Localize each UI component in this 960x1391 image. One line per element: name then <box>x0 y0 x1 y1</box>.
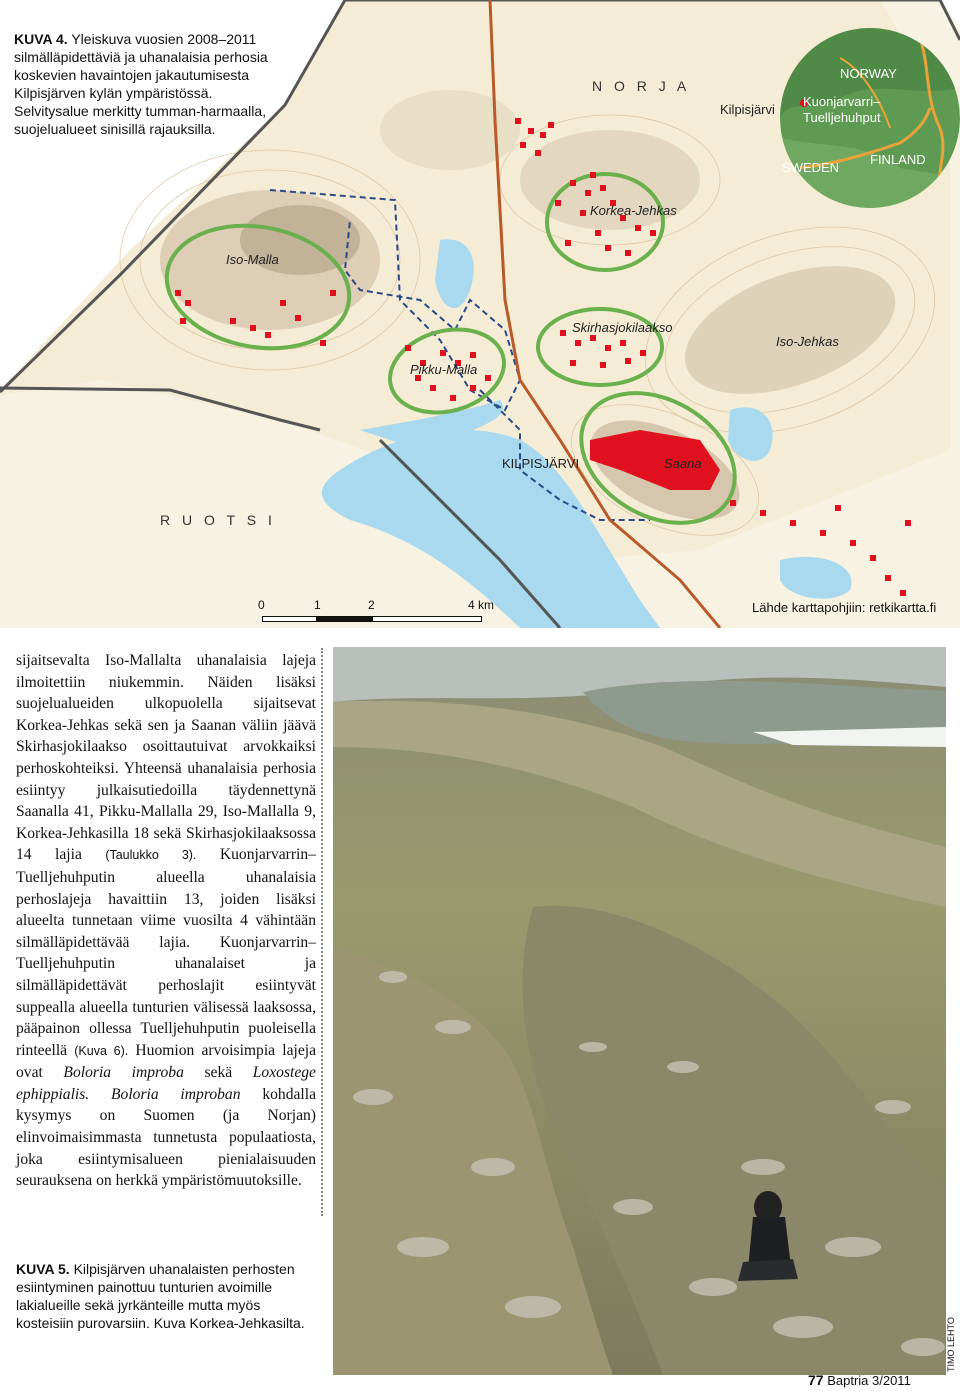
journal-issue: Baptria 3/2011 <box>827 1373 911 1388</box>
figure-5-caption <box>16 1260 306 1332</box>
photo-credit: TIMO LEHTO <box>946 1317 956 1372</box>
scale-segment <box>372 616 482 622</box>
figure-5-text: Kilpisjärven uhanalaisten perhosten esiintyminen painottuu tunturien avoimille lakialueille sekä jyrkänteille mutta myös kosteisiin purovarsiin. Kuva Korkea-Jehkasilta. <box>16 1261 305 1331</box>
label-sweden: R U O T S I <box>160 512 276 528</box>
reference-figure-6: (Kuva 6). <box>74 1043 129 1058</box>
label-kilpisjarvi: KILPISJÄRVI <box>502 456 580 471</box>
scale-segment <box>262 616 317 622</box>
scale-bar <box>258 598 498 628</box>
label-norway: N O R J A <box>592 78 691 94</box>
column-divider <box>321 648 323 1216</box>
figure-4-caption <box>14 30 284 138</box>
species-name: Boloria improban <box>111 1085 241 1103</box>
inset-label-finland: FINLAND <box>870 152 926 167</box>
species-name: Boloria improba <box>63 1064 184 1082</box>
label-korkea-jehkas: Korkea-Jehkas <box>590 203 677 218</box>
photo-image <box>333 647 946 1375</box>
scale-segment <box>317 616 372 622</box>
scale-tick-1: 1 <box>314 598 321 612</box>
body-text-5: kohdalla kysymys on Suomen (ja Norjan) elinvoimaisimmasta tunnetusta populaatiosta, joka esiintymisalueen pienialaisuuden seurauksena on herkkä ympäristömuutoksille. <box>16 1085 317 1190</box>
overview-map <box>0 0 960 628</box>
figure-4-text: Yleiskuva vuosien 2008–2011 silmälläpidettäviä ja uhanalaisia perhosia koskevien havaintojen jakautumisesta Kilpisjärven kylän ympäristössä. Selvitysalue merkitty tumman-harmaalla, suojelualueet sinisillä rajauksilla. <box>14 31 268 137</box>
figure-4-label: KUVA 4. <box>14 31 68 47</box>
inset-label-kilpisjarvi: Kilpisjärvi <box>720 102 775 117</box>
figure-5-label: KUVA 5. <box>16 1261 70 1277</box>
body-text-4: sekä <box>204 1064 233 1082</box>
body-text-1: sijaitsevalta Iso-Mallalta uhanalaisia lajeja ilmoitettiin niukemmin. Näiden lisäksi suojelualueiden ulkopuolella sijaitsevat Korkea-Jehkas sekä sen ja Saanan väliin jäävä Skirhasjokilaakso osoittautuivat arvokkaiksi perhoskohteiksi. Yhteensä uhanalaisia perhosia esiintyy julkaisutiedoilla täydennettynä Saanalla 41, Pikku-Mallalla 29, Iso-Mallalla 9, Korkea-Jehkasilla 18 sekä Skirhasjokilaaksossa 14 lajia <box>16 652 316 864</box>
page-number: 77 <box>808 1372 824 1388</box>
inset-label-norway: NORWAY <box>840 66 897 81</box>
scale-tick-0: 0 <box>258 598 265 612</box>
paragraph <box>16 650 316 1192</box>
reference-table-3: (Taulukko 3). <box>105 848 197 863</box>
inset-label-kuonjarvarri-1: Kuonjarvarri– <box>803 94 881 109</box>
body-text-2: Kuonjarvarrin–Tuelljehuhputin alueella uhanalaisia perhoslajeja havaittiin 13, joiden lisäksi alueelta tunnetaan viime vuosilta 4 vähintään silmälläpidettävää lajia. Kuonjarvarrin–Tuelljehuhputin uhanalaiset ja silmälläpidettävät perhoslajit esiintyvät suppealla alueella tunturien välisessä laaksossa, pääpainon ollessa Tuelljehuhputin puoleisella rinteellä <box>16 846 316 1059</box>
landscape-photo <box>333 647 946 1375</box>
species-name: Loxostege ephippialis. <box>16 1064 316 1103</box>
page-footer <box>808 1372 911 1388</box>
inset-label-kuonjarvarri-2: Tuelljehuhput <box>803 110 881 125</box>
body-text-3: Huomion arvoisimpia lajeja ovat <box>16 1041 316 1082</box>
scale-tick-4: 4 km <box>468 598 495 612</box>
inset-label-sweden: SWEDEN <box>782 160 840 175</box>
map-source: Lähde karttapohjiin: retkikartta.fi <box>752 600 937 615</box>
article-body <box>16 650 316 1192</box>
label-iso-jehkas: Iso-Jehkas <box>776 334 839 349</box>
label-saana: Saana <box>664 456 702 471</box>
scale-tick-2: 2 <box>368 598 375 612</box>
label-skirhasjokilaakso: Skirhasjokilaakso <box>572 320 673 335</box>
label-iso-malla: Iso-Malla <box>226 252 279 267</box>
label-pikku-malla: Pikku-Malla <box>410 362 478 377</box>
